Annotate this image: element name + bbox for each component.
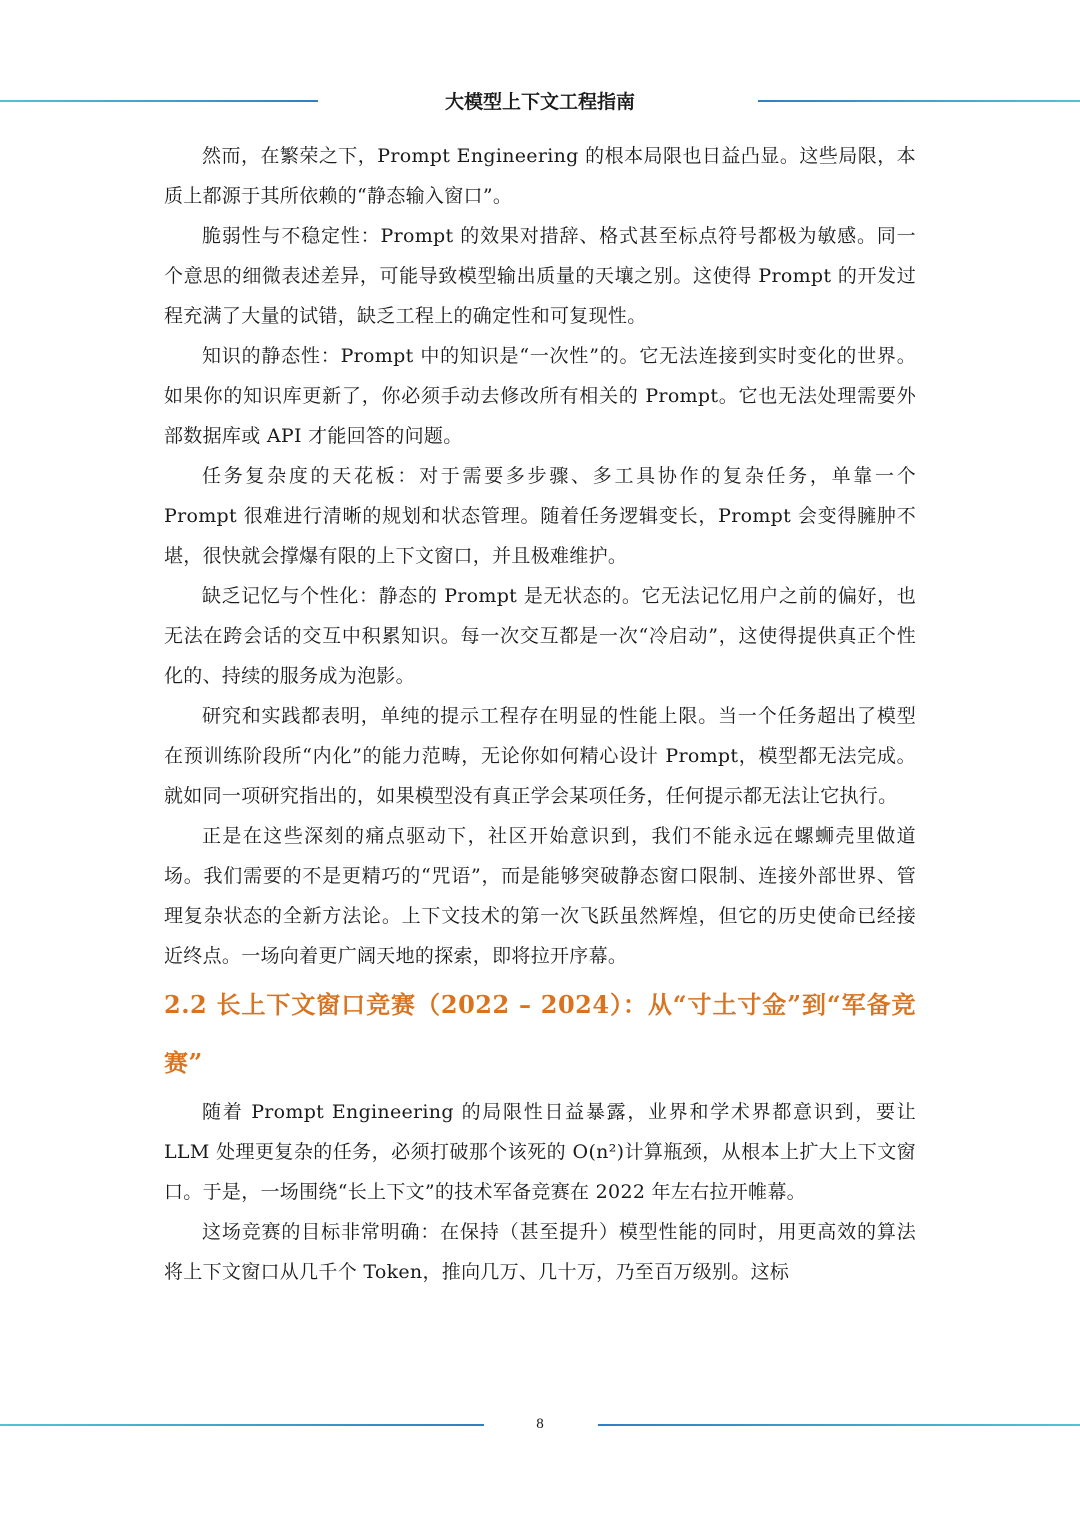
paragraph-long-context-start: 随着 Prompt Engineering 的局限性日益暴露，业界和学术界都意识到，要让 LLM 处理更复杂的任务，必须打破那个该死的 O(n²)计算瓶颈，从根本上扩大上下文窗口。于是，一场围绕“长上下文”的技术军备竞赛在 2022 年左右拉开帷幕。	[164, 1101, 916, 1203]
paragraph-performance-ceiling: 研究和实践都表明，单纯的提示工程存在明显的性能上限。当一个任务超出了模型在预训练阶段所“内化”的能力范畴，无论你如何精心设计 Prompt，模型都无法完成。就如同一项研究指出的，如果模型没有真正学会某项任务，任何提示都无法让它执行。	[164, 705, 916, 807]
paragraph-race-goal: 这场竞赛的目标非常明确：在保持（甚至提升）模型性能的同时，用更高效的算法将上下文窗口从几千个 Token，推向几万、几十万，乃至百万级别。这标	[164, 1221, 916, 1283]
paragraph-static-knowledge: 知识的静态性：Prompt 中的知识是“一次性”的。它无法连接到实时变化的世界。如果你的知识库更新了，你必须手动去修改所有相关的 Prompt。它也无法处理需要外部数据库或 API 才能回答的问题。	[164, 345, 916, 447]
header-rule-right	[758, 100, 1080, 102]
page-body	[164, 136, 916, 1292]
paragraph-task-complexity: 任务复杂度的天花板：对于需要多步骤、多工具协作的复杂任务，单靠一个 Prompt 很难进行清晰的规划和状态管理。随着任务逻辑变长，Prompt 会变得臃肿不堪，很快就会撑爆有限的上下文窗口，并且极难维护。	[164, 465, 916, 567]
paragraph-no-memory: 缺乏记忆与个性化：静态的 Prompt 是无状态的。它无法记忆用户之前的偏好，也无法在跨会话的交互中积累知识。每一次交互都是一次“冷启动”，这使得提供真正个性化的、持续的服务成为泡影。	[164, 585, 916, 687]
footer-rule-right	[598, 1424, 1080, 1426]
paragraph-fragility: 脆弱性与不稳定性：Prompt 的效果对措辞、格式甚至标点符号都极为敏感。同一个意思的细微表述差异，可能导致模型输出质量的天壤之别。这使得 Prompt 的开发过程充满了大量的试错，缺乏工程上的确定性和可复现性。	[164, 225, 916, 327]
section-heading: 2.2 长上下文窗口竞赛（2022 – 2024）：从“寸土寸金”到“军备竞赛”	[164, 990, 916, 1077]
paragraph-pain-points: 正是在这些深刻的痛点驱动下，社区开始意识到，我们不能永远在螺蛳壳里做道场。我们需要的不是更精巧的“咒语”，而是能够突破静态窗口限制、连接外部世界、管理复杂状态的全新方法论。上下文技术的第一次飞跃虽然辉煌，但它的历史使命已经接近终点。一场向着更广阔天地的探索，即将拉开序幕。	[164, 825, 916, 967]
paragraph-limitations-intro: 然而，在繁荣之下，Prompt Engineering 的根本局限也日益凸显。这些局限，本质上都源于其所依赖的“静态输入窗口”。	[164, 145, 916, 207]
running-header-title: 大模型上下文工程指南	[444, 91, 635, 113]
page-number: 8	[536, 1416, 544, 1432]
